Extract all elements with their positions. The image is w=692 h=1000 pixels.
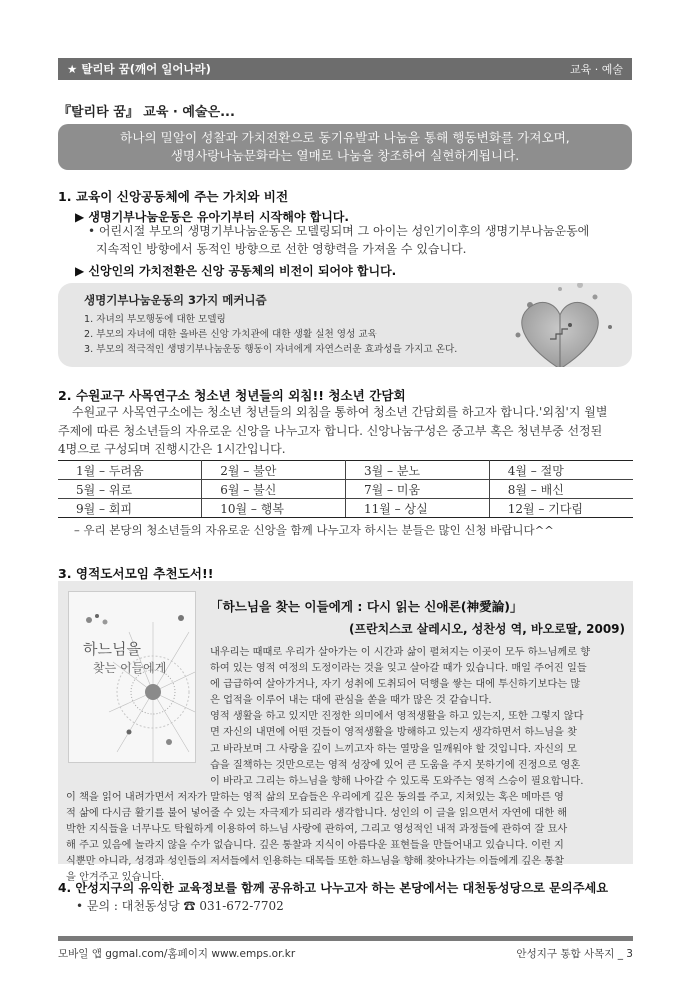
table-cell: 8월 – 배신 bbox=[489, 480, 633, 499]
book-author: (프란치스코 살레시오, 성찬성 역, 바오로딸, 2009) bbox=[349, 622, 625, 636]
section2-paragraph-line-2: 주제에 따른 청소년들의 자유로운 신앙을 나누고자 합니다. 신앙나눔구성은 중고부 혹은 청년부중 선정된 bbox=[58, 423, 603, 438]
section1-point1: ▶ 생명기부나눔운동은 유아기부터 시작해야 합니다. bbox=[75, 210, 349, 224]
book-recommendation-box bbox=[58, 581, 633, 884]
table-cell: 12월 – 기다림 bbox=[489, 499, 633, 518]
cover-title-2: 찾는 이들에게 bbox=[93, 661, 167, 675]
book-desc-line: 하여 있는 영적 여정의 도정이라는 것을 잊고 살아갈 때가 있습니다. 매일 주어진 일들 bbox=[210, 663, 587, 675]
section4-contact: • 문의 : 대천동성당 ☎ 031-672-7702 bbox=[76, 899, 284, 913]
section2-paragraph-line-1: 수원교구 사목연구소에는 청소년 청년들의 외침을 통하여 청소년 간담회를 하고자 합니다.'외침'지 월별 bbox=[72, 405, 608, 419]
book-description bbox=[66, 645, 626, 886]
table-row bbox=[58, 461, 633, 480]
header-section: 교육 · 예술 bbox=[570, 63, 623, 76]
section2-paragraph bbox=[58, 403, 632, 459]
section2-note: – 우리 본당의 청소년들의 자유로운 신앙을 함께 나누고자 하시는 분들은 많인 신청 바랍니다^^ bbox=[74, 523, 554, 537]
book-desc-line: 적 삶에 다시금 활기를 불어 넣어줄 수 있는 자극제가 되리라 생각합니다. 성인의 이 글을 읽으면서 자연에 대한 해 bbox=[66, 807, 568, 819]
section2-heading: 2. 수원교구 사목연구소 청소년 청년들의 외침!! 청소년 간담회 bbox=[58, 388, 406, 403]
book-desc-line: 박한 지식들을 너무나도 탁월하게 이용하여 하느님 사랑에 관하여, 그리고 영성적인 내적 과정들에 관하여 잘 묘사 bbox=[66, 824, 568, 836]
section3-heading: 3. 영적도서모임 추천도서!! bbox=[58, 566, 214, 581]
table-cell: 9월 – 회피 bbox=[58, 499, 202, 518]
book-desc-line: 해 주고 있음에 놀라지 않을 수가 없습니다. 깊은 통찰과 지식이 아름다운 표현들을 만들어내고 있습니다. 이런 지 bbox=[66, 840, 564, 852]
section1-point2: ▶ 신앙인의 가치전환은 신앙 공동체의 비전이 되어야 합니다. bbox=[75, 264, 397, 278]
table-row bbox=[58, 499, 633, 518]
section1-heading: 1. 교육이 신앙공동체에 주는 가치와 비전 bbox=[58, 189, 289, 204]
table-cell: 2월 – 불안 bbox=[202, 461, 346, 480]
monthly-themes-table bbox=[58, 460, 633, 518]
footer-page-info: 안성지구 통합 사목지 _ 3 bbox=[516, 948, 633, 960]
table-cell: 10월 – 행복 bbox=[202, 499, 346, 518]
book-desc-line: 이 책을 읽어 내려가면서 저자가 말하는 영적 삶의 모습들은 우리에게 깊은 동의를 주고, 지쳐있는 혹은 메마른 영 bbox=[66, 791, 564, 803]
book-desc-line: 이 바라고 그리는 하느님을 향해 나아갈 수 있도록 도와주는 영적 스승이 필요합니다. bbox=[210, 775, 584, 787]
table-cell: 3월 – 분노 bbox=[346, 461, 490, 480]
book-desc-line: 에 급급하여 살아가거나, 자기 성취에 도취되어 덕행을 쌓는 대에 투신하기보다는 많 bbox=[210, 679, 581, 691]
mechanism-item-1: 1. 자녀의 부모행동에 대한 모델링 bbox=[84, 314, 226, 325]
intro-line-2: 생명사랑나눔문화라는 열매로 나눔을 창조하여 실현하게됩니다. bbox=[170, 148, 520, 163]
book-desc-line: 내우리는 때때로 우리가 살아가는 이 시간과 삶이 펼쳐지는 이곳이 모두 하느님께로 향 bbox=[210, 647, 591, 658]
section1-bullet-line-1: • 어린시절 부모의 생명기부나눔운동은 모델링되며 그 아이는 성인기이후의 생명기부나눔운동에 bbox=[88, 224, 590, 238]
table-cell: 7월 – 미움 bbox=[346, 480, 490, 499]
page-header-bar bbox=[58, 58, 632, 80]
book-desc-line: 영적 생활을 하고 있지만 진정한 의미에서 영적생활을 하고 있는지, 또한 그렇지 않다 bbox=[210, 711, 584, 723]
section2-paragraph-line-3: 4명으로 구성되며 진행시간은 1시간입니다. bbox=[58, 442, 286, 456]
mechanism-item-3: 3. 부모의 적극적인 생명기부나눔운동 행동이 자녀에게 자연스러운 효과성을 가지고 온다. bbox=[84, 344, 458, 355]
book-desc-line: 면 자신의 내면에 어떤 것들이 영적생활을 방해하고 있는지 생각하면서 하느님을 찾 bbox=[210, 727, 577, 739]
book-desc-line: 식뿐만 아니라, 성경과 성인들의 저서들에서 인용하는 대목들 또한 하느님을 향해 찾아나가는 이들에게 깊은 통찰 bbox=[66, 856, 565, 868]
table-cell: 6월 – 불신 bbox=[202, 480, 346, 499]
book-desc-line: 은 업적을 이루어 내는 대에 관심을 쏟을 때가 많은 것 같습니다. bbox=[210, 695, 492, 707]
book-desc-line: 고 바라보며 그 사랑을 깊이 느끼고자 하는 열망을 일깨워야 할 것입니다. 자신의 모 bbox=[210, 743, 577, 755]
section4-heading: 4. 안성지구의 유익한 교육정보를 함께 공유하고 나누고자 하는 본당에서는 대천동성당으로 문의주세요 bbox=[58, 881, 609, 895]
footer-divider bbox=[58, 936, 633, 941]
mechanism-item-2: 2. 부모의 자녀에 대한 올바른 신앙 가치관에 대한 생활 실천 영성 교육 bbox=[84, 329, 377, 340]
mechanism-title: 생명기부나눔운동의 3가지 메커니즘 bbox=[84, 293, 267, 307]
section1-bullet-line-2: 지속적인 방향에서 동적인 방향으로 선한 영향력을 가져올 수 있습니다. bbox=[96, 242, 467, 256]
header-title: ★ 탈리타 꿈(깨어 일어나라) bbox=[67, 62, 211, 76]
intro-box bbox=[58, 124, 632, 170]
cover-title-1: 하느님을 bbox=[83, 640, 141, 658]
book-title: 「하느님을 찾는 이들에게 : 다시 읽는 신애론(神愛論)」 bbox=[210, 599, 523, 614]
heart-illustration bbox=[500, 283, 620, 367]
footer-left: 모바일 앱 ggmal.com/홈페이지 www.emps.or.kr bbox=[58, 948, 296, 960]
table-cell: 11월 – 상실 bbox=[346, 499, 490, 518]
table-row bbox=[58, 480, 633, 499]
table-cell: 5월 – 위로 bbox=[58, 480, 202, 499]
book-desc-line: 습을 질책하는 것만으로는 영적 성장에 있어 큰 도움을 주지 못하기에 진정으로 영혼 bbox=[210, 759, 581, 771]
table-cell: 4월 – 절망 bbox=[489, 461, 633, 480]
intro-title: 『탈리타 꿈』 교육 · 예술은... bbox=[58, 105, 235, 120]
book-desc-line: 을 안겨주고 있습니다. bbox=[66, 872, 165, 884]
mechanism-box bbox=[58, 283, 632, 367]
intro-line-1: 하나의 밀알이 성찰과 가치전환으로 동기유발과 나눔을 통해 행동변화를 가져오며, bbox=[120, 130, 570, 145]
table-cell: 1월 – 두려움 bbox=[58, 461, 202, 480]
